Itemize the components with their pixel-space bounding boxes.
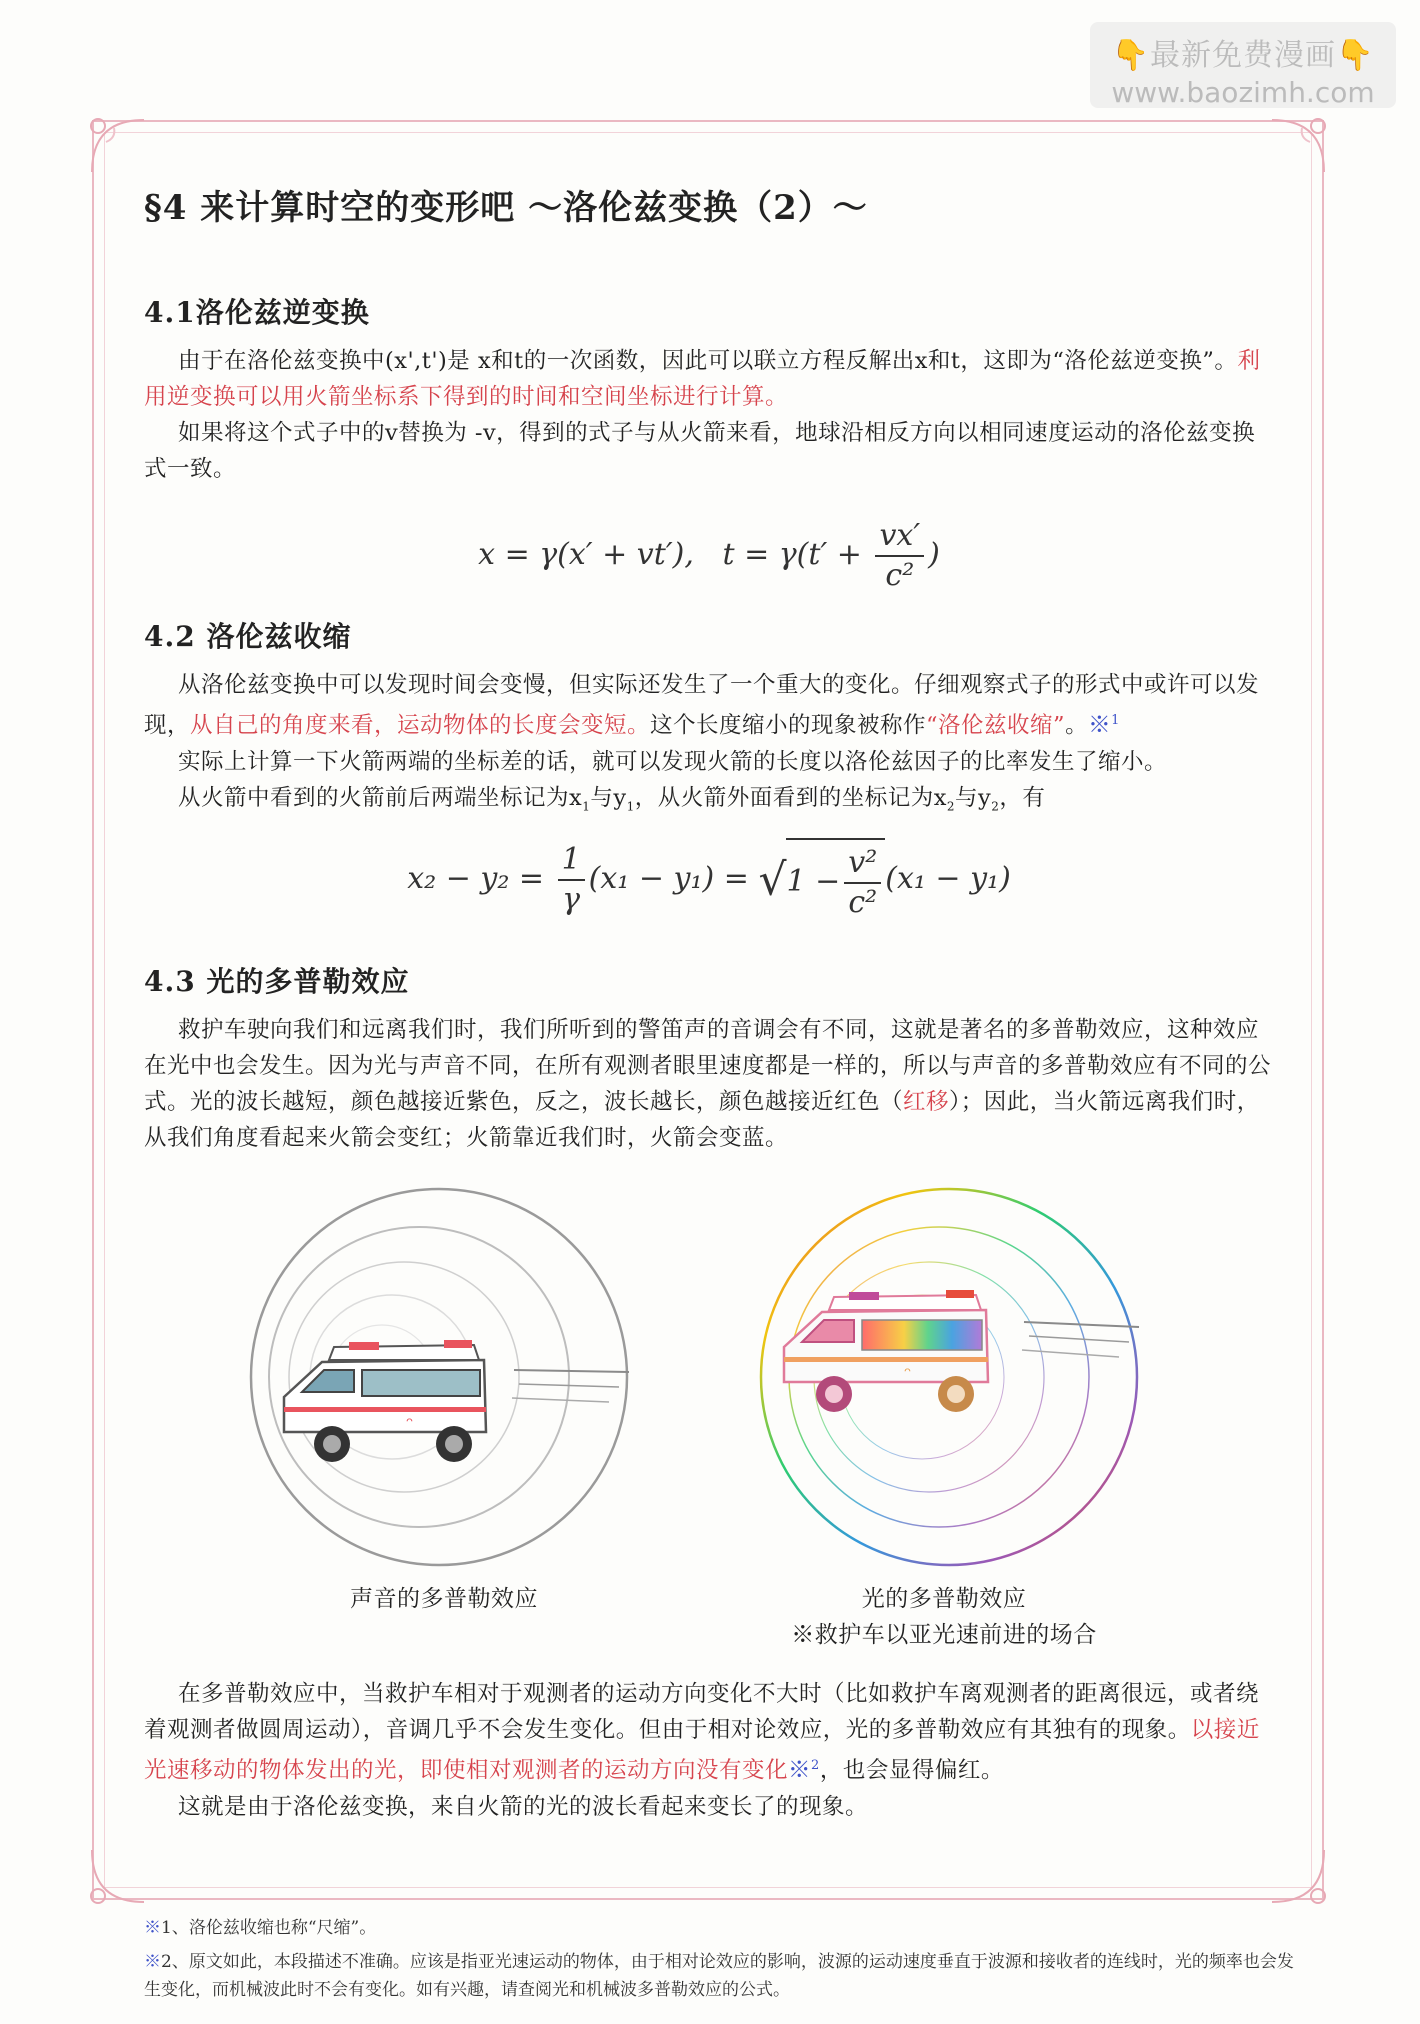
- corner-ornament-icon: [84, 112, 154, 182]
- eq-denominator: c²: [848, 885, 878, 920]
- eq-part: x = γ(x′ + vt′),: [478, 537, 694, 572]
- highlight-text: 以接近光速移动的物体发出的光，即使相对观测者的运动方向没有变化: [144, 1717, 1260, 1784]
- eq-numerator: 1: [558, 841, 585, 881]
- equation-lorentz-contraction: [144, 838, 1274, 922]
- caption-light-doppler-note: ※救护车以亚光速前进的场合: [791, 1622, 1097, 1648]
- subscript: 2: [991, 799, 1000, 813]
- rabbit-logo-icon: ᵔ: [904, 1364, 912, 1385]
- sqrt-body: [786, 838, 885, 922]
- text: 。: [1065, 712, 1089, 739]
- eq-denominator: γ: [562, 882, 581, 917]
- eq-numerator: v²: [844, 844, 881, 884]
- paragraph: [144, 1012, 1274, 1156]
- text: ，从火箭外面看到的坐标记为x: [634, 784, 947, 811]
- text: 从洛伦兹变换中可以发现时间会变慢，但实际还发生了一个重大的变化。仔细观察式子的形式中或许可以发现，: [144, 672, 1260, 739]
- section-heading-4-2: 4.2 洛伦兹收缩: [144, 620, 352, 653]
- text: 在多普勒效应中，当救护车相对于观测者的运动方向变化不大时（比如救护车离观测者的距离很远，或者绕着观测者做圆周运动），音调几乎不会发生变化。但由于相对论效应，光的多普勒效应有其独有的现象。: [144, 1681, 1260, 1743]
- paragraph: 这就是由于洛伦兹变换，来自火箭的光的波长看起来变长了的现象。: [178, 1793, 869, 1820]
- eq-part: x₂ − y₂ =: [407, 861, 545, 896]
- footnote-mark[interactable]: ※: [1088, 712, 1112, 739]
- watermark-url: www.baozimh.com: [1111, 76, 1375, 109]
- highlight-text: 利用逆变换可以用火箭坐标系下得到的时间和空间坐标进行计算。: [144, 348, 1261, 410]
- paragraph: [144, 667, 1274, 744]
- eq-fraction: [558, 841, 585, 919]
- text: ，也会显得偏红。: [819, 1757, 1004, 1784]
- footnote-text: 1、洛伦兹收缩也称“尺缩”。: [161, 1918, 377, 1938]
- text: 由于在洛伦兹变换中(x',t')是 x和t的一次函数，因此可以联立方程反解出x和t，这即为“洛伦兹逆变换”。: [178, 348, 1238, 374]
- footnote-mark: ※: [144, 1918, 161, 1938]
- sound-doppler-illustration: [244, 1182, 634, 1572]
- text: 与y: [955, 784, 992, 811]
- highlight-text: 从自己的角度来看，运动物体的长度会变短。: [190, 712, 651, 739]
- page-title: §4 来计算时空的变形吧 ～洛伦兹变换（2）～: [144, 188, 868, 228]
- rabbit-logo-icon: ᵔ: [406, 1414, 414, 1435]
- text: 这个长度缩小的现象被称作: [650, 712, 927, 739]
- paragraph: [144, 780, 1274, 825]
- eq-denominator: c²: [885, 558, 915, 593]
- footnote-number[interactable]: 2: [811, 1758, 820, 1773]
- subscript: 1: [582, 799, 591, 813]
- eq-fraction: [875, 517, 924, 595]
- eq-part: 1 −: [786, 864, 841, 899]
- footnote-text: 2、原文如此，本段描述不准确。应该是指亚光速运动的物体，由于相对论效应的影响，波源的运动速度垂直于波源和接收者的连线时，光的频率也会发生变化，而机械波此时不会有变化。如有兴趣，请查阅光和机械波多普勒效应的公式。: [144, 1952, 1294, 2000]
- footnote-2: [144, 1948, 1294, 2004]
- section-heading-4-3: 4.3 光的多普勒效应: [144, 965, 410, 998]
- eq-part: (x₁ − y₁): [885, 861, 1011, 896]
- section-heading-4-1: 4.1洛伦兹逆变换: [144, 296, 370, 329]
- text: 从火箭中看到的火箭前后两端坐标记为x: [178, 784, 583, 811]
- watermark-badge: [1090, 22, 1396, 108]
- footnote-1: [144, 1914, 1294, 1942]
- paragraph: [144, 343, 1274, 415]
- text: ）；因此，当火箭远离我们时，从我们角度看起来火箭会变红；火箭靠近我们时，火箭会变蓝。: [144, 1089, 1260, 1151]
- corner-ornament-icon: [1262, 112, 1332, 182]
- paragraph: 如果将这个式子中的v替换为 -v，得到的式子与从火箭来看，地球沿相反方向以相同速度运动的洛伦兹变换式一致。: [144, 420, 1256, 482]
- footnote-number[interactable]: 1: [1111, 713, 1120, 728]
- highlight-text: “洛伦兹收缩”: [926, 712, 1066, 739]
- corner-ornament-icon: [84, 1840, 154, 1910]
- eq-part: (x₁ − y₁) =: [588, 861, 749, 896]
- eq-part: ): [928, 537, 940, 572]
- caption-sound-doppler: 声音的多普勒效应: [350, 1586, 538, 1612]
- eq-fraction: [844, 844, 881, 922]
- equation-inverse-lorentz: [144, 517, 1274, 595]
- footnote-mark: ※: [144, 1952, 161, 1972]
- footnote-mark[interactable]: ※: [788, 1757, 812, 1784]
- paragraph: 实际上计算一下火箭两端的坐标差的话，就可以发现火箭的长度以洛伦兹因子的比率发生了缩小。: [178, 748, 1168, 775]
- eq-part: t = γ(t′ +: [722, 537, 862, 572]
- subscript: 2: [946, 799, 956, 813]
- text: 救护车驶向我们和远离我们时，我们所听到的警笛声的音调会有不同，这就是著名的多普勒效应，这种效应在光中也会发生。因为光与声音不同，在所有观测者眼里速度都是一样的，所以与声音的多普勒效应有不同的公式。光的波长越短，颜色越接近紫色，反之，波长越长，颜色越接近红色（: [144, 1017, 1272, 1115]
- highlight-text: 红移: [903, 1089, 950, 1115]
- watermark-text: 👇最新免费漫画👇: [1111, 38, 1375, 73]
- text: 与y: [590, 784, 627, 811]
- ambulance-icon: [784, 1290, 988, 1412]
- text: ，有: [999, 784, 1046, 811]
- paragraph: [144, 1676, 1274, 1789]
- doppler-figures: [144, 1182, 1274, 1648]
- caption-light-doppler: 光的多普勒效应: [861, 1586, 1027, 1612]
- footnotes: [144, 1914, 1294, 2004]
- page-content: [144, 180, 1274, 1825]
- eq-numerator: vx′: [875, 517, 924, 557]
- subscript: 1: [626, 799, 635, 813]
- sqrt-icon: √: [758, 854, 787, 906]
- light-doppler-illustration: [754, 1182, 1144, 1572]
- ambulance-icon: [284, 1340, 486, 1462]
- corner-ornament-icon: [1262, 1840, 1332, 1910]
